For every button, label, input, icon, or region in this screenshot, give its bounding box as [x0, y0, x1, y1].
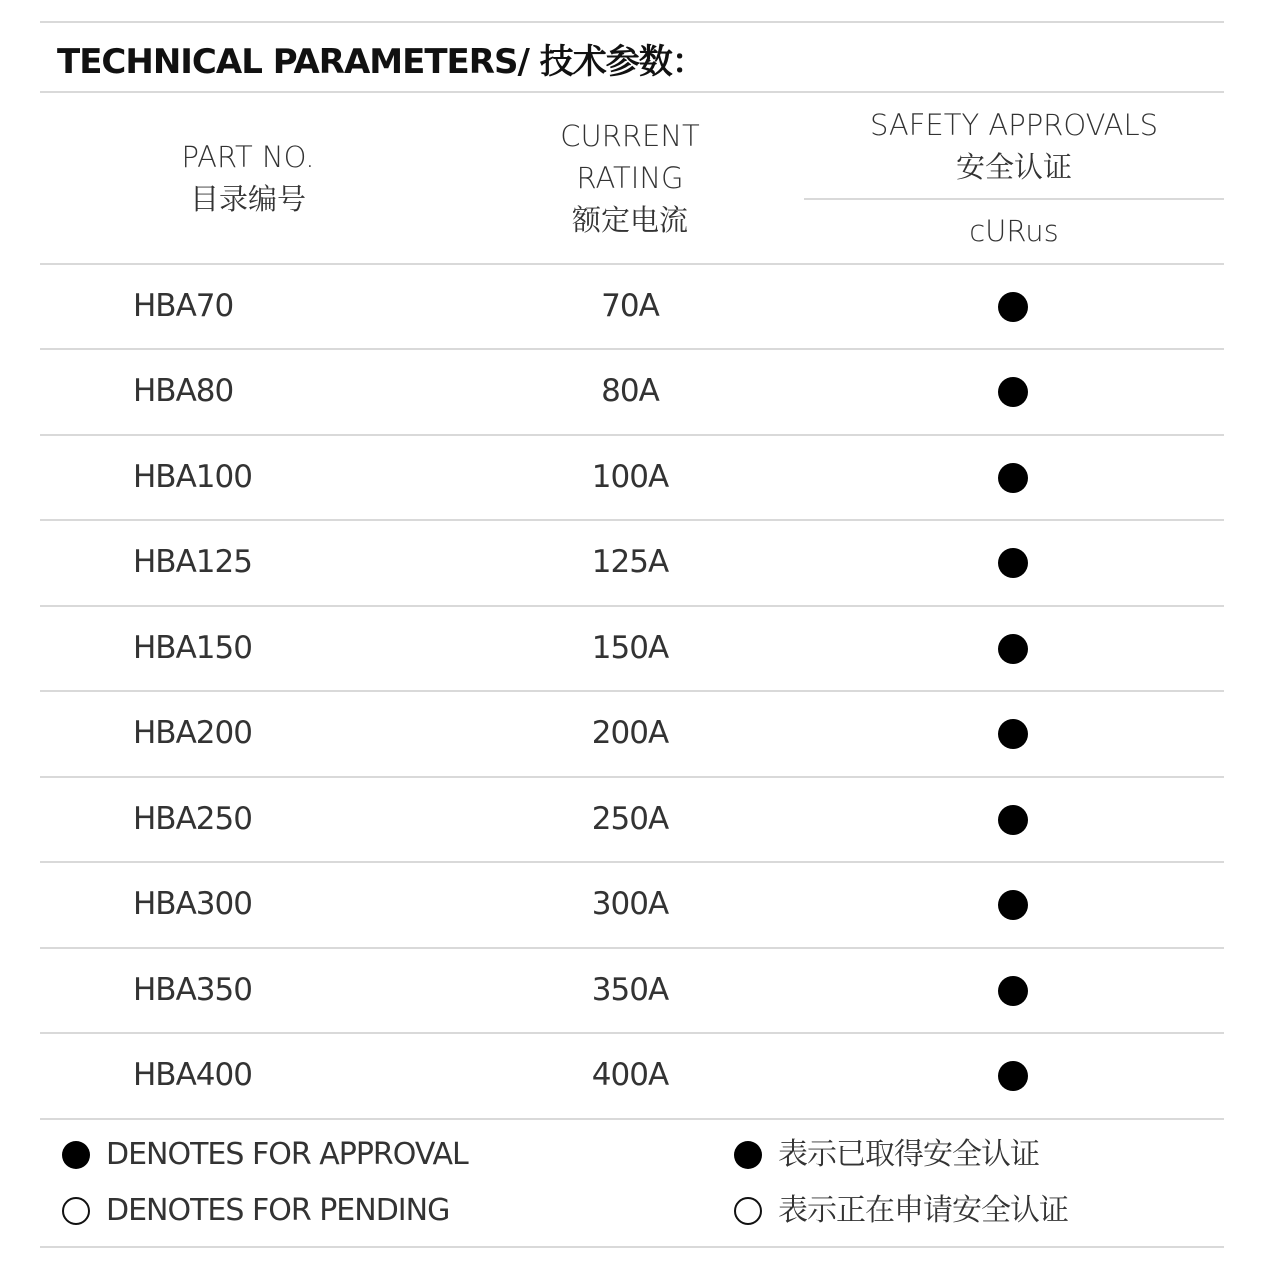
hollow-circle-icon: [734, 1197, 762, 1225]
filled-circle-icon: [734, 1141, 762, 1169]
hollow-circle-icon: [62, 1197, 90, 1225]
current-rating-cell: 200A: [591, 715, 669, 751]
header-approvals-zh: 安全认证: [955, 150, 1072, 184]
filled-circle-icon: [998, 548, 1028, 578]
current-rating-cell: 150A: [591, 630, 669, 666]
table-row: [40, 520, 1224, 605]
table-row: [40, 777, 1224, 862]
part-number-cell: HBA150: [133, 630, 252, 666]
current-rating-cell: 400A: [591, 1057, 669, 1093]
table-row: [40, 862, 1224, 947]
bottom-rule: [40, 1246, 1224, 1248]
current-rating-cell: 125A: [591, 544, 669, 580]
part-number-cell: HBA125: [133, 544, 252, 580]
filled-circle-icon: [998, 463, 1028, 493]
legend-pending-zh: [734, 1190, 1214, 1234]
header-safety-approvals: [804, 104, 1224, 188]
current-rating-cell: 70A: [601, 288, 659, 324]
table-row: [40, 691, 1224, 776]
filled-circle-icon: [998, 634, 1028, 664]
part-number-cell: HBA70: [133, 288, 234, 324]
header-part-no-zh: 目录编号: [189, 182, 306, 216]
filled-circle-icon: [998, 292, 1028, 322]
filled-circle-icon: [998, 890, 1028, 920]
table-row: [40, 264, 1224, 349]
current-rating-cell: 100A: [591, 459, 669, 495]
current-rating-cell: 250A: [591, 801, 669, 837]
table-row: [40, 948, 1224, 1033]
top-rule: [40, 21, 1224, 23]
legend-approved-zh: [734, 1134, 1214, 1178]
table-row: [40, 435, 1224, 520]
current-rating-cell: 300A: [591, 886, 669, 922]
part-number-cell: HBA80: [133, 373, 234, 409]
filled-circle-icon: [62, 1141, 90, 1169]
part-number-cell: HBA250: [133, 801, 252, 837]
table-row: [40, 1033, 1224, 1118]
header-rating-en-line1: CURRENT: [560, 119, 700, 153]
filled-circle-icon: [998, 377, 1028, 407]
filled-circle-icon: [998, 719, 1028, 749]
header-curus: cURus: [969, 214, 1059, 248]
part-number-cell: HBA100: [133, 459, 252, 495]
filled-circle-icon: [998, 1061, 1028, 1091]
header-current-rating: [510, 115, 750, 241]
table-bottom-rule: [40, 1118, 1224, 1120]
title-rule: [40, 91, 1224, 93]
table-row: [40, 349, 1224, 434]
part-number-cell: HBA350: [133, 972, 252, 1008]
filled-circle-icon: [998, 976, 1028, 1006]
current-rating-cell: 80A: [601, 373, 659, 409]
header-part-no-en: PART NO.: [181, 140, 315, 174]
approvals-sub-rule: [804, 198, 1224, 200]
page-title: TECHNICAL PARAMETERS/ 技术参数：: [57, 42, 705, 82]
header-rating-en-line2: RATING: [576, 161, 684, 195]
legend-approved-en: [62, 1134, 662, 1178]
legend-pending-zh-text: 表示正在申请安全认证: [778, 1193, 1068, 1228]
part-number-cell: HBA400: [133, 1057, 252, 1093]
technical-parameters-sheet: [40, 0, 1224, 1278]
header-part-no: [128, 136, 368, 220]
legend-pending-en-text: DENOTES FOR PENDING: [106, 1193, 450, 1228]
header-rating-zh: 额定电流: [571, 203, 688, 237]
filled-circle-icon: [998, 805, 1028, 835]
legend-approved-zh-text: 表示已取得安全认证: [778, 1137, 1039, 1172]
table-row: [40, 606, 1224, 691]
header-approvals-en: SAFETY APPROVALS: [869, 108, 1159, 142]
part-number-cell: HBA200: [133, 715, 252, 751]
legend-approved-en-text: DENOTES FOR APPROVAL: [106, 1137, 468, 1172]
legend-pending-en: [62, 1190, 662, 1234]
part-number-cell: HBA300: [133, 886, 252, 922]
header-approval-mark: [804, 210, 1224, 252]
current-rating-cell: 350A: [591, 972, 669, 1008]
